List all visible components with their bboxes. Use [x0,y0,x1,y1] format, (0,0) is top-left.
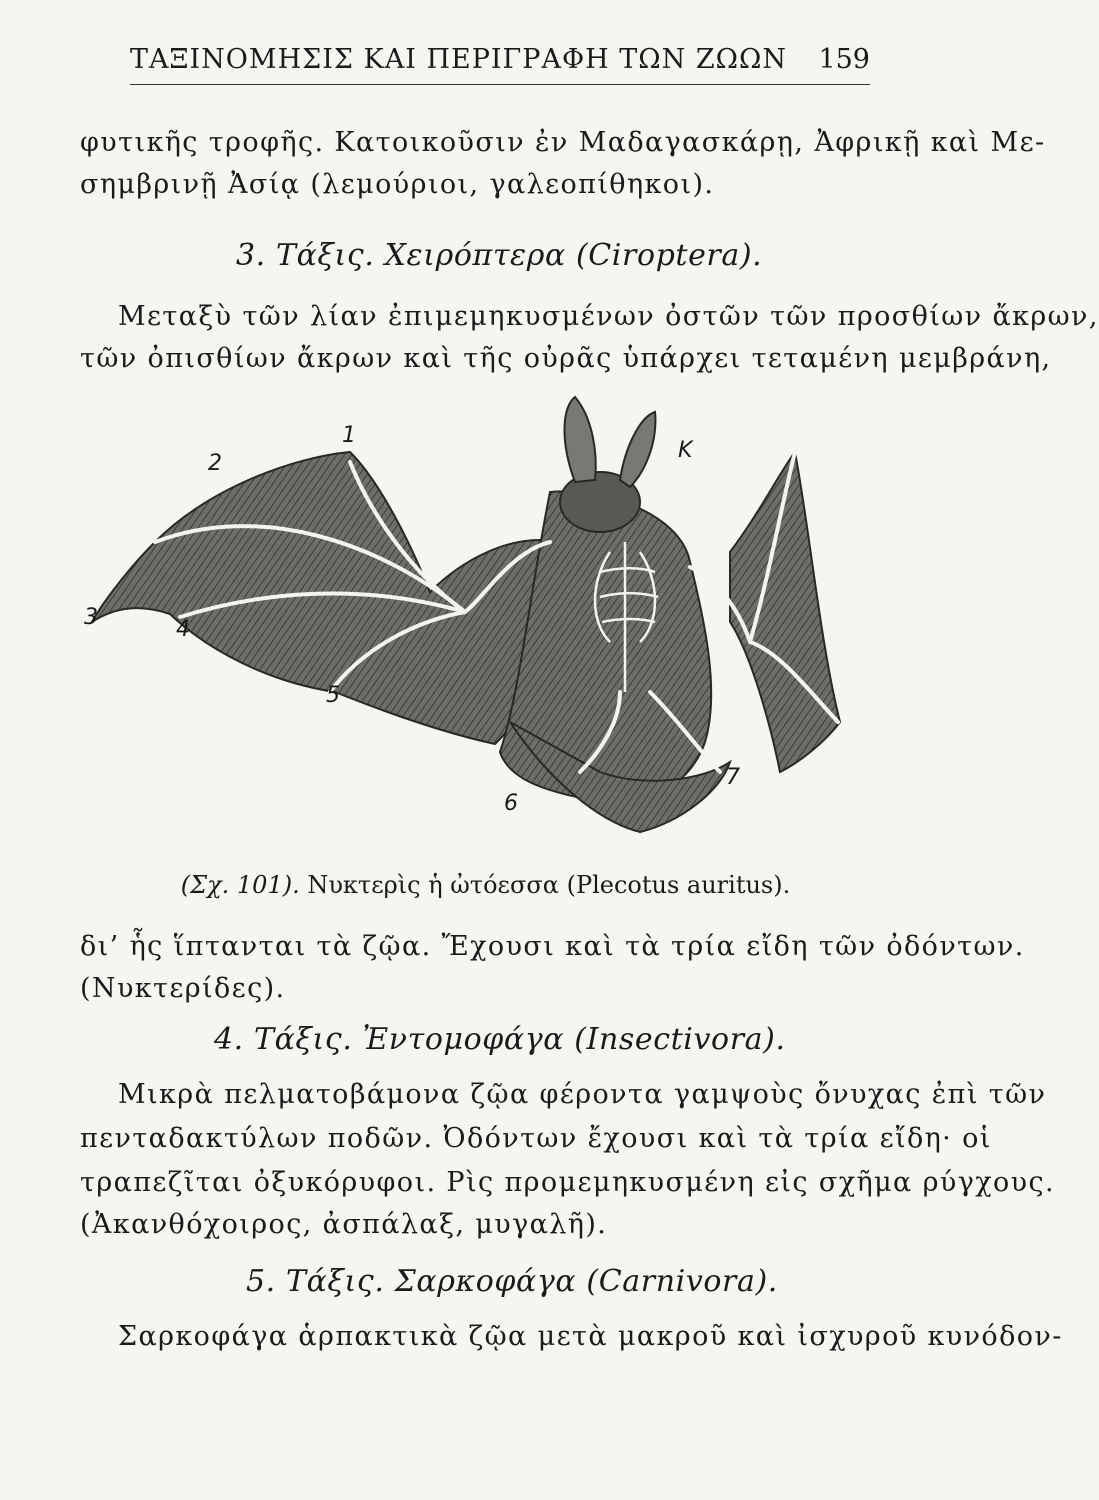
bat-right-ear [620,412,655,487]
text-line: τραπεζῖται ὀξυκόρυφοι. Ρὶς προμεμηκυσμένη εἰς σχῆμα ρύγχους. [80,1167,1055,1198]
bat-illustration [80,392,880,862]
figure-label: K [678,438,693,463]
text-line: Μεταξὺ τῶν λίαν ἐπιμεμηκυσμένων ὀστῶν τῶν προσθίων ἄκρων, [118,301,1099,332]
figure-label: 6 [504,791,518,816]
text-line: πενταδακτύλων ποδῶν. Ὀδόντων ἔχουσι καὶ τὰ τρία εἴδη· οἱ [80,1123,992,1154]
section-heading-carnivora: 5. Τάξις. Σαρκοφάγα (Carnivora). [246,1264,778,1299]
text-line: σημβρινῇ Ἀσίᾳ (λεμούριοι, γαλεοπίθηκοι). [80,169,715,200]
bat-left-ear [564,397,595,482]
figure-caption-text: Νυκτερὶς ἡ ὠτόεσσα (Plecotus auritus). [307,871,791,899]
figure-label: 4 [176,617,190,642]
bat-drawing [80,392,880,862]
section-heading-insectivora: 4. Τάξις. Ἐντομοφάγα (Insectivora). [214,1022,786,1057]
text-line: τῶν ὀπισθίων ἄκρων καὶ τῆς οὐρᾶς ὑπάρχει τεταμένη μεμβράνη, [80,343,1052,374]
section-heading-ciroptera: 3. Τάξις. Χειρόπτερα (Ciroptera). [236,238,763,273]
figure-caption [0,870,971,900]
bat-body [500,491,711,804]
text-line: φυτικῆς τροφῆς. Κατοικοῦσιν ἐν Μαδαγασκάρῃ, Ἀφρικῇ καὶ Με- [80,127,1046,158]
text-line: Μικρὰ πελματοβάμονα ζῷα φέροντα γαμψοὺς ὄνυχας ἐπὶ τῶν [118,1079,1047,1110]
text-line: δι’ ἧς ἵπτανται τὰ ζῷα. Ἔχουσι καὶ τὰ τρία εἴδη τῶν ὀδόντων. [80,931,1025,962]
figure-label: 2 [208,451,222,476]
figure-number: (Σχ. 101). [180,871,300,899]
figure-label: 1 [342,423,356,448]
running-title: ΤΑΞΙΝΟΜΗΣΙΣ ΚΑΙ ΠΕΡΙΓΡΑΦΗ ΤΩΝ ΖΩΩΝ [130,44,787,75]
page-header [130,40,870,85]
figure-label: 3 [84,605,98,630]
page-number: 159 [818,44,870,75]
figure-label: 7 [726,765,740,790]
text-line: (Νυκτερίδες). [80,973,286,1004]
figure-label: 5 [326,683,340,708]
text-line: Σαρκοφάγα ἁρπακτικὰ ζῷα μετὰ μακροῦ καὶ ἰσχυροῦ κυνόδον- [118,1321,1063,1352]
text-line: (Ἀκανθόχοιρος, ἀσπάλαξ, μυγαλῆ). [80,1209,608,1240]
